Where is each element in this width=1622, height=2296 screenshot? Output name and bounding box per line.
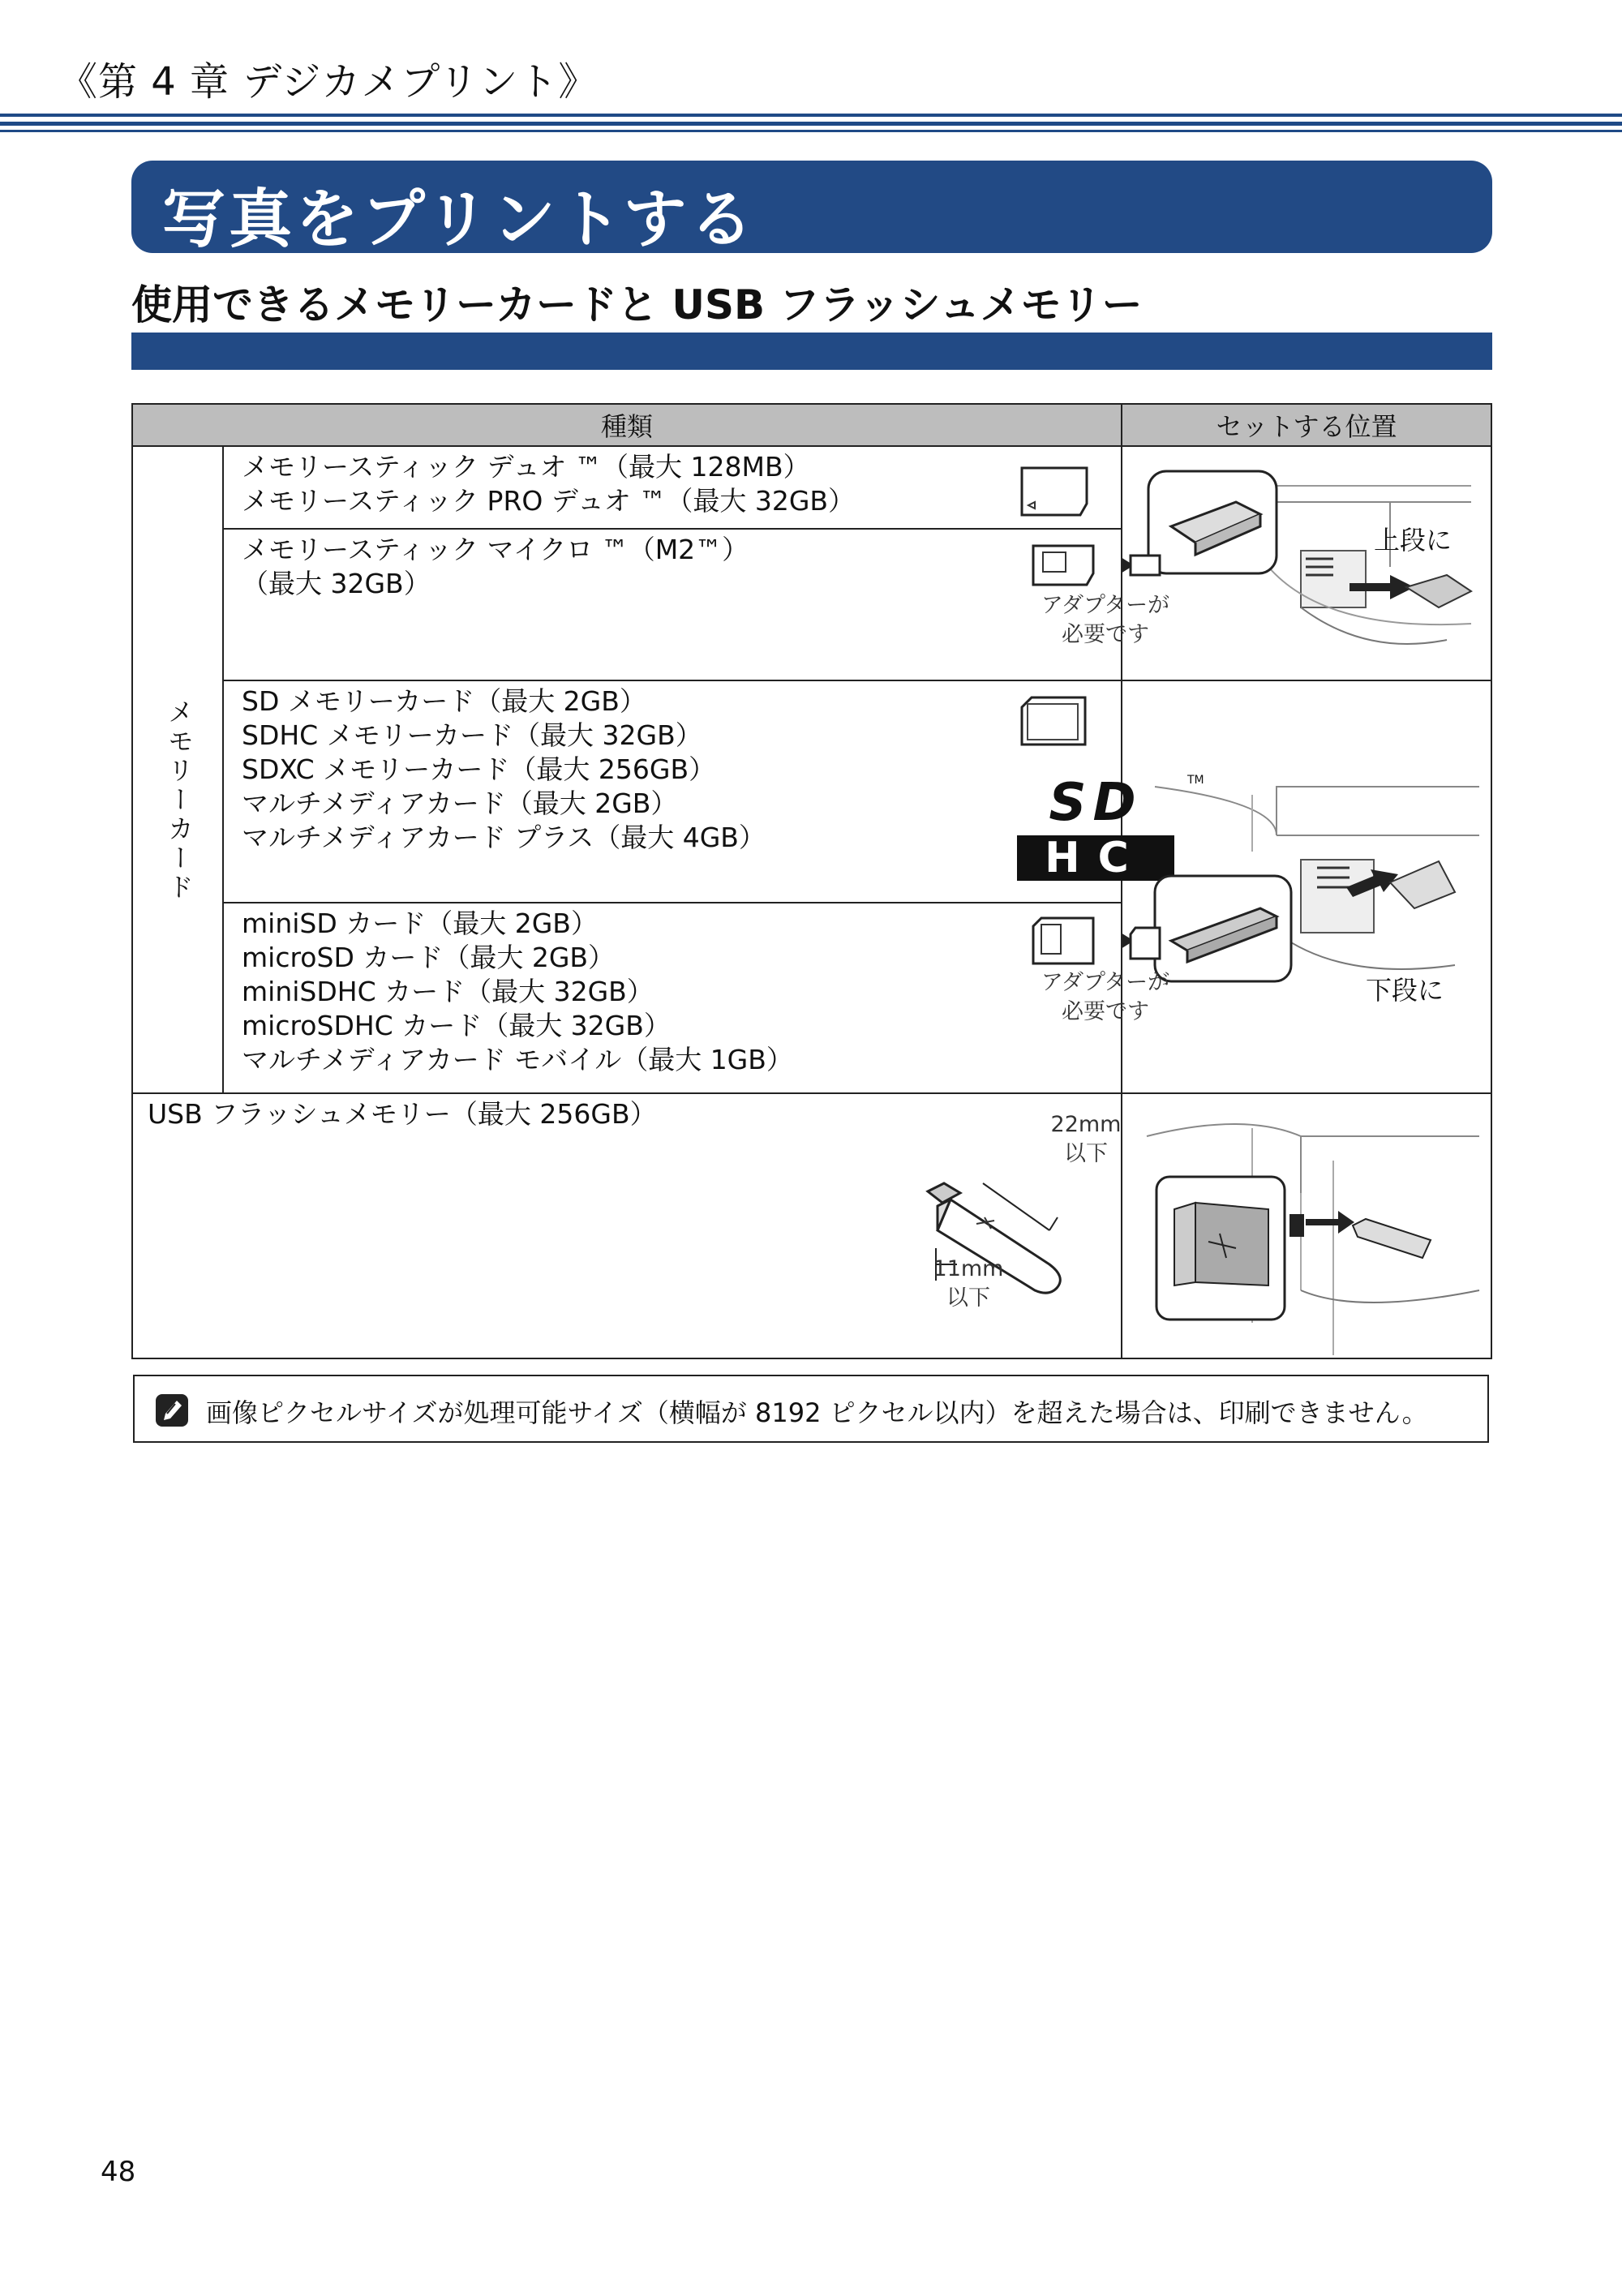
media-table xyxy=(131,403,1492,1359)
list-item: メモリースティック PRO デュオ ™（最大 32GB） xyxy=(242,485,856,517)
mini-micro-cell xyxy=(223,903,1170,1093)
upper-slot-illustration xyxy=(1147,470,1471,656)
pencil-note-icon xyxy=(156,1394,188,1427)
sd-list xyxy=(242,685,766,855)
header-rule-bottom xyxy=(0,130,1622,132)
ms-duo-cell xyxy=(223,446,1122,529)
list-item: マルチメディアカード モバイル（最大 1GB） xyxy=(242,1044,793,1075)
memory-card-group-cell xyxy=(132,446,223,1093)
usb-slot-illustration xyxy=(1147,1112,1479,1347)
note-box xyxy=(133,1375,1489,1443)
list-item: （最大 32GB） xyxy=(242,568,431,599)
sd-logo-tm: TM xyxy=(1187,774,1204,787)
header-rule-top xyxy=(0,114,1622,117)
memory-card-group-label: メモリーカード xyxy=(164,698,195,903)
list-item: マルチメディアカード プラス（最大 4GB） xyxy=(242,822,766,853)
ms-duo-list xyxy=(242,450,855,518)
ms-micro-adapter-icon xyxy=(1032,544,1161,588)
sd-card-icon xyxy=(1020,696,1087,746)
list-item: メモリースティック デュオ ™（最大 128MB） xyxy=(242,451,810,483)
mini-micro-list xyxy=(242,907,793,1077)
section-title: 写真をプリントする xyxy=(162,183,757,256)
lower-slot-cell xyxy=(1122,680,1491,1093)
adapter-caption: アダプターが 必要です xyxy=(1041,593,1170,647)
usb-thickness-caption: 11mm 以下 xyxy=(933,1256,1004,1311)
sd-logo-top: SD xyxy=(1049,773,1143,833)
sd-logo-bottom: HC xyxy=(1017,835,1174,881)
slot-lower-label: 下段に xyxy=(1366,975,1444,1006)
list-item: SD メモリーカード（最大 2GB） xyxy=(242,685,646,717)
list-item: メモリースティック マイクロ ™（M2™） xyxy=(242,534,749,565)
usb-label: USB フラッシュメモリー（最大 256GB） xyxy=(148,1098,657,1130)
slot-upper-label: 上段に xyxy=(1374,525,1453,556)
chapter-heading: 《第 4 章 デジカメプリント》 xyxy=(58,59,599,105)
ms-duo-card-icon xyxy=(1020,466,1088,517)
ms-micro-cell xyxy=(223,529,1170,680)
list-item: microSDHC カード（最大 32GB） xyxy=(242,1010,671,1041)
header-type: 種類 xyxy=(132,404,1122,446)
usb-slot-cell xyxy=(1122,1093,1491,1358)
usb-width-caption: 22mm 以下 xyxy=(1050,1112,1122,1166)
adapter-caption: アダプターが 必要です xyxy=(1041,970,1170,1024)
list-item: SDHC メモリーカード（最大 32GB） xyxy=(242,719,702,751)
subsection-bar xyxy=(131,333,1492,370)
list-item: microSD カード（最大 2GB） xyxy=(242,942,616,973)
list-item: マルチメディアカード（最大 2GB） xyxy=(242,788,678,819)
list-item: SDXC メモリーカード（最大 256GB） xyxy=(242,753,716,785)
sd-cell xyxy=(223,680,1204,903)
ms-micro-list xyxy=(242,533,749,601)
header-rule-middle xyxy=(0,122,1622,126)
subsection-title: 使用できるメモリーカードと USB フラッシュメモリー xyxy=(131,281,1143,328)
header-position: セットする位置 xyxy=(1122,404,1491,446)
list-item: miniSD カード（最大 2GB） xyxy=(242,908,598,939)
note-text: 画像ピクセルサイズが処理可能サイズ（横幅が 8192 ピクセル以内）を超えた場合は、印刷できません。 xyxy=(206,1397,1428,1428)
usb-cell xyxy=(132,1093,1122,1358)
page-number: 48 xyxy=(101,2156,136,2188)
microsd-adapter-icon xyxy=(1032,916,1161,965)
lower-slot-illustration xyxy=(1155,770,1479,989)
list-item: miniSDHC カード（最大 32GB） xyxy=(242,976,654,1007)
